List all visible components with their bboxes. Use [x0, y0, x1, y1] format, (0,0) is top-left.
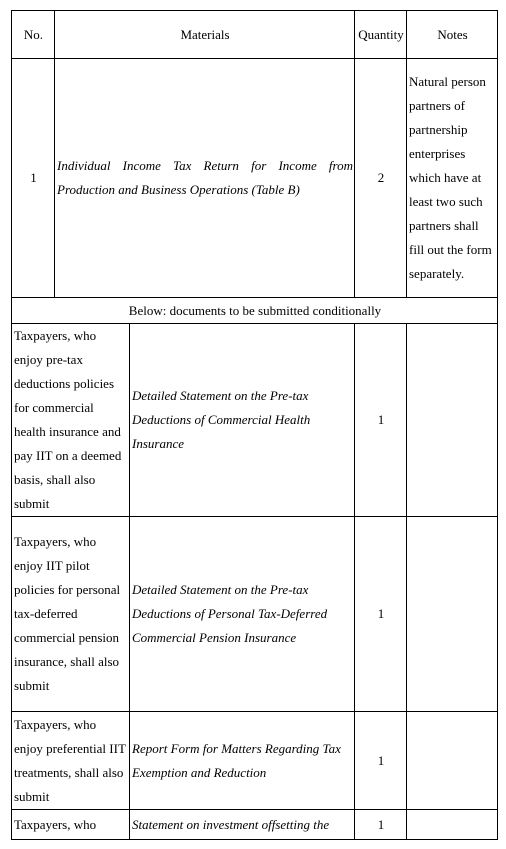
material-name: Report Form for Matters Regarding Tax Exemption and Reduction: [130, 712, 355, 810]
row-number: 1: [12, 59, 55, 298]
header-quantity: Quantity: [355, 11, 407, 59]
quantity-cell: 2: [355, 59, 407, 298]
quantity-cell: 1: [355, 712, 407, 810]
quantity-cell: 1: [355, 810, 407, 840]
condition-cell: Taxpayers, who enjoy pre-tax deductions policies for commercial health insurance and pay IIT on a deemed basis, shall also submit: [12, 324, 130, 517]
header-row: [12, 11, 498, 59]
material-name: Statement on investment offsetting the: [130, 810, 355, 840]
material-name: Individual Income Tax Return for Income from Production and Business Operations (Table B): [55, 59, 355, 298]
conditional-banner-row: [12, 298, 498, 324]
condition-cell: Taxpayers, who: [12, 810, 130, 840]
conditional-banner: Below: documents to be submitted conditionally: [12, 298, 498, 324]
table-row: [12, 59, 498, 298]
table-row: [12, 810, 498, 840]
quantity-cell: 1: [355, 324, 407, 517]
table-row: [12, 712, 498, 810]
notes-cell: [407, 517, 498, 712]
materials-table: [11, 10, 498, 840]
notes-cell: [407, 324, 498, 517]
notes-cell: Natural person partners of partnership enterprises which have at least two such partners shall fill out the form separately.: [407, 59, 498, 298]
condition-cell: Taxpayers, who enjoy IIT pilot policies for personal tax-deferred commercial pension insurance, shall also submit: [12, 517, 130, 712]
material-name: Detailed Statement on the Pre-tax Deductions of Personal Tax-Deferred Commercial Pension Insurance: [130, 517, 355, 712]
header-no: No.: [12, 11, 55, 59]
material-name: Detailed Statement on the Pre-tax Deductions of Commercial Health Insurance: [130, 324, 355, 517]
notes-cell: [407, 712, 498, 810]
header-materials: Materials: [55, 11, 355, 59]
header-notes: Notes: [407, 11, 498, 59]
table-row: [12, 517, 498, 712]
table-row: [12, 324, 498, 517]
condition-cell: Taxpayers, who enjoy preferential IIT treatments, shall also submit: [12, 712, 130, 810]
quantity-cell: 1: [355, 517, 407, 712]
notes-cell: [407, 810, 498, 840]
